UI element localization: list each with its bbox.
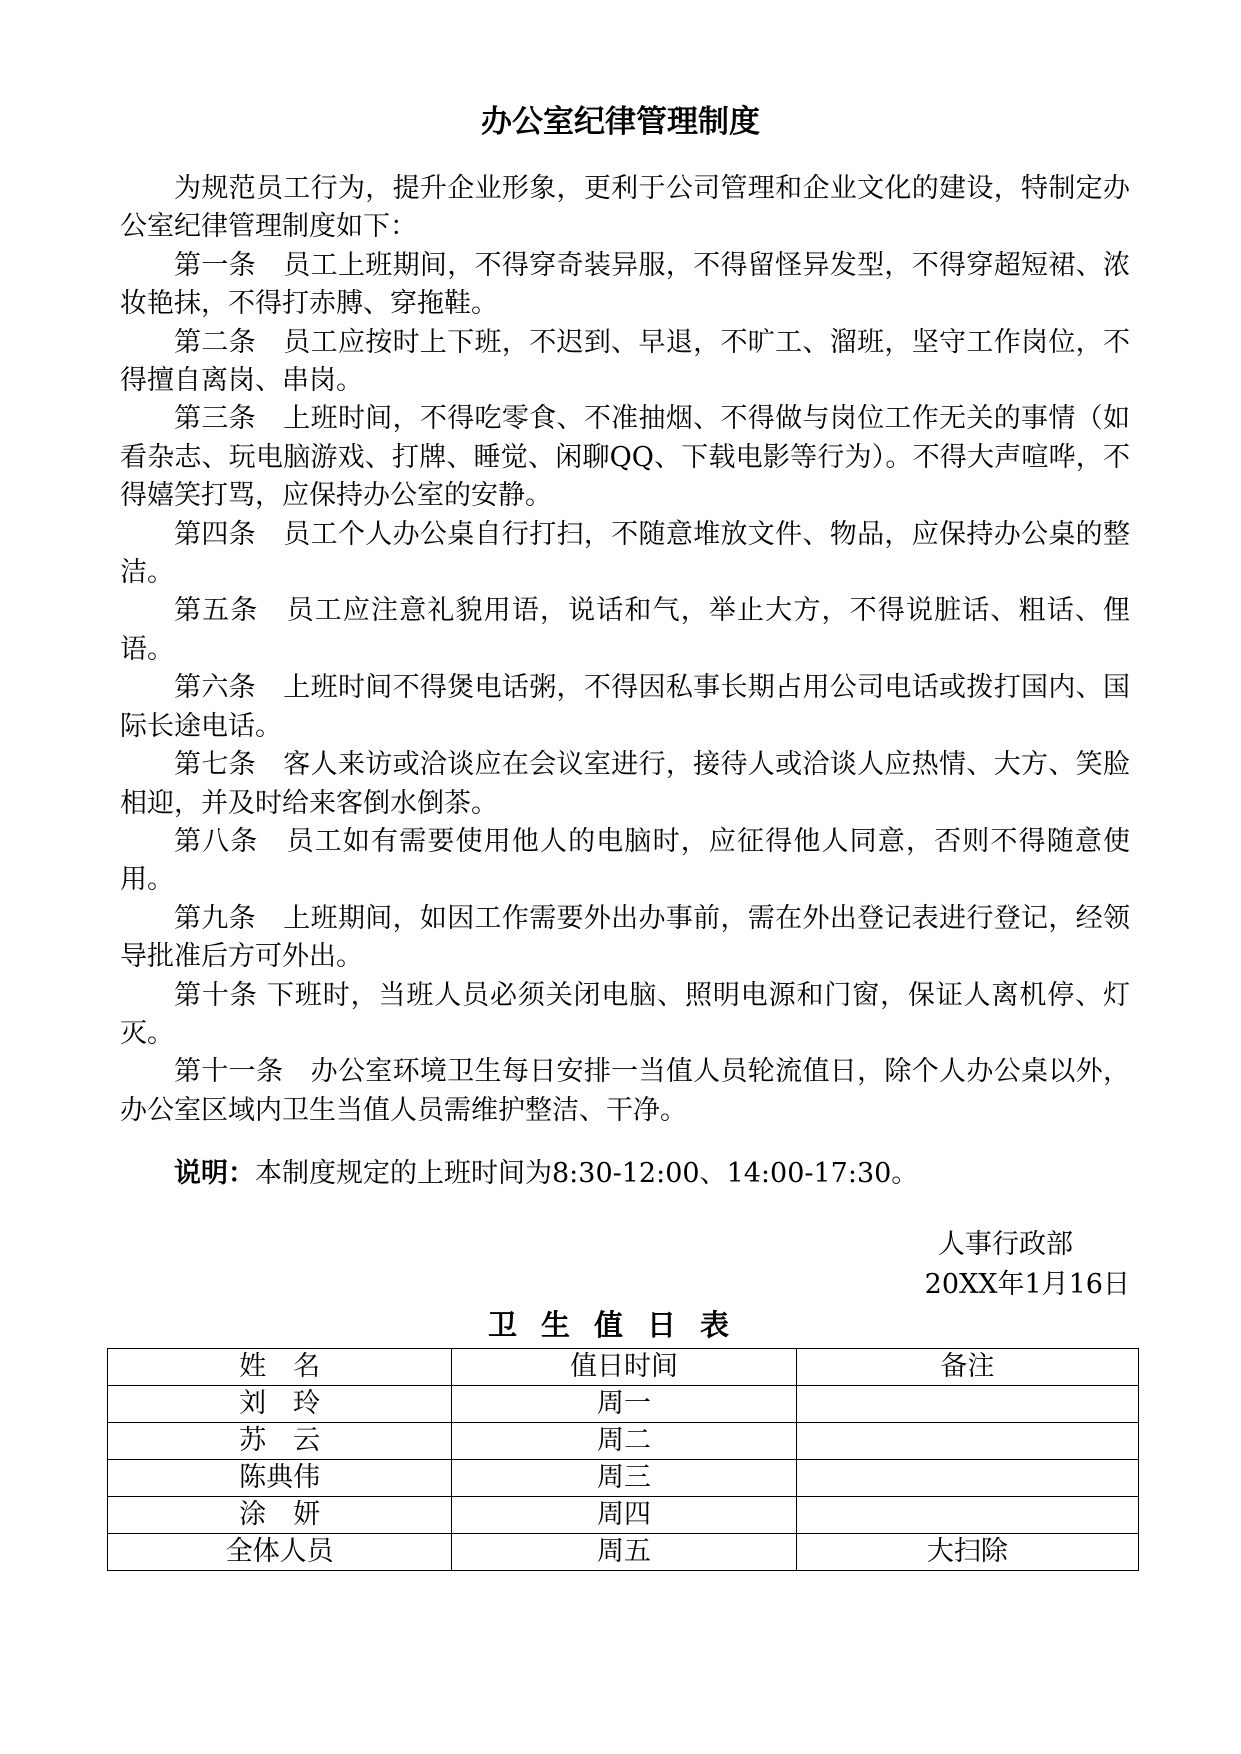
table-row	[108, 1534, 1139, 1571]
cell-remarks	[796, 1423, 1138, 1460]
note-label: 说明：	[174, 1158, 255, 1189]
article-1: 第一条 员工上班期间，不得穿奇装异服，不得留怪异发型，不得穿超短裙、浓妆艳抹，不得打赤膊、穿拖鞋。	[120, 249, 1130, 320]
article-9: 第九条 上班期间，如因工作需要外出办事前，需在外出登记表进行登记，经领导批准后方可外出。	[120, 902, 1130, 973]
intro-paragraph: 为规范员工行为，提升企业形象，更利于公司管理和企业文化的建设，特制定办公室纪律管理制度如下：	[120, 173, 1130, 243]
note-text: 本制度规定的上班时间为8:30-12:00、14:00-17:30。	[255, 1158, 919, 1189]
cell-duty-time: 周一	[452, 1386, 796, 1423]
cell-name: 涂 妍	[108, 1497, 452, 1534]
header-duty-time: 值日时间	[452, 1349, 796, 1386]
article-4: 第四条 员工个人办公桌自行打扫，不随意堆放文件、物品，应保持办公桌的整洁。	[120, 518, 1130, 589]
cell-duty-time: 周五	[452, 1534, 796, 1571]
cell-name: 刘 玲	[108, 1386, 452, 1423]
cell-remarks	[796, 1497, 1138, 1534]
cell-duty-time: 周三	[452, 1460, 796, 1497]
article-2: 第二条 员工应按时上下班，不迟到、早退，不旷工、溜班，坚守工作岗位，不得擅自离岗、串岗。	[120, 326, 1130, 397]
cell-remarks	[796, 1386, 1138, 1423]
article-6: 第六条 上班时间不得煲电话粥，不得因私事长期占用公司电话或拨打国内、国际长途电话。	[120, 672, 1130, 742]
note-line	[120, 1155, 1130, 1193]
cell-duty-time: 周二	[452, 1423, 796, 1460]
note-section	[120, 1155, 1130, 1193]
document-date: 20XX年1月16日	[924, 1269, 1130, 1300]
cell-remarks	[796, 1460, 1138, 1497]
document-body	[120, 170, 1130, 1130]
header-remarks: 备注	[796, 1349, 1138, 1386]
document-title: 办公室纪律管理制度	[481, 104, 760, 140]
department-signature: 人事行政部	[938, 1229, 1073, 1260]
duty-table	[107, 1348, 1139, 1571]
article-5: 第五条 员工应注意礼貌用语，说话和气，举止大方，不得说脏话、粗话、俚语。	[120, 595, 1130, 665]
table-row	[108, 1460, 1139, 1497]
duty-table-header-row	[108, 1349, 1139, 1386]
header-name: 姓 名	[108, 1349, 452, 1386]
article-11: 第十一条 办公室环境卫生每日安排一当值人员轮流值日，除个人办公桌以外，办公室区域内卫生当值人员需维护整洁、干净。	[120, 1056, 1130, 1126]
duty-table-title: 卫生值日表	[487, 1308, 753, 1342]
cell-name: 苏 云	[108, 1423, 452, 1460]
cell-name: 全体人员	[108, 1534, 452, 1571]
table-row	[108, 1497, 1139, 1534]
cell-remarks: 大扫除	[796, 1534, 1138, 1571]
cell-name: 陈典伟	[108, 1460, 452, 1497]
article-7: 第七条 客人来访或洽谈应在会议室进行，接待人或洽谈人应热情、大方、笑脸相迎，并及时给来客倒水倒茶。	[120, 749, 1130, 819]
article-10: 第十条 下班时，当班人员必须关闭电脑、照明电源和门窗，保证人离机停、灯灭。	[120, 979, 1130, 1049]
cell-duty-time: 周四	[452, 1497, 796, 1534]
table-row	[108, 1423, 1139, 1460]
table-row	[108, 1386, 1139, 1423]
article-8: 第八条 员工如有需要使用他人的电脑时，应征得他人同意，否则不得随意使用。	[120, 825, 1130, 896]
article-3: 第三条 上班时间，不得吃零食、不准抽烟、不得做与岗位工作无关的事情（如看杂志、玩电脑游戏、打牌、睡觉、闲聊QQ、下载电影等行为）。不得大声喧哗，不得嬉笑打骂，应保持办公室的安静。	[120, 403, 1130, 512]
